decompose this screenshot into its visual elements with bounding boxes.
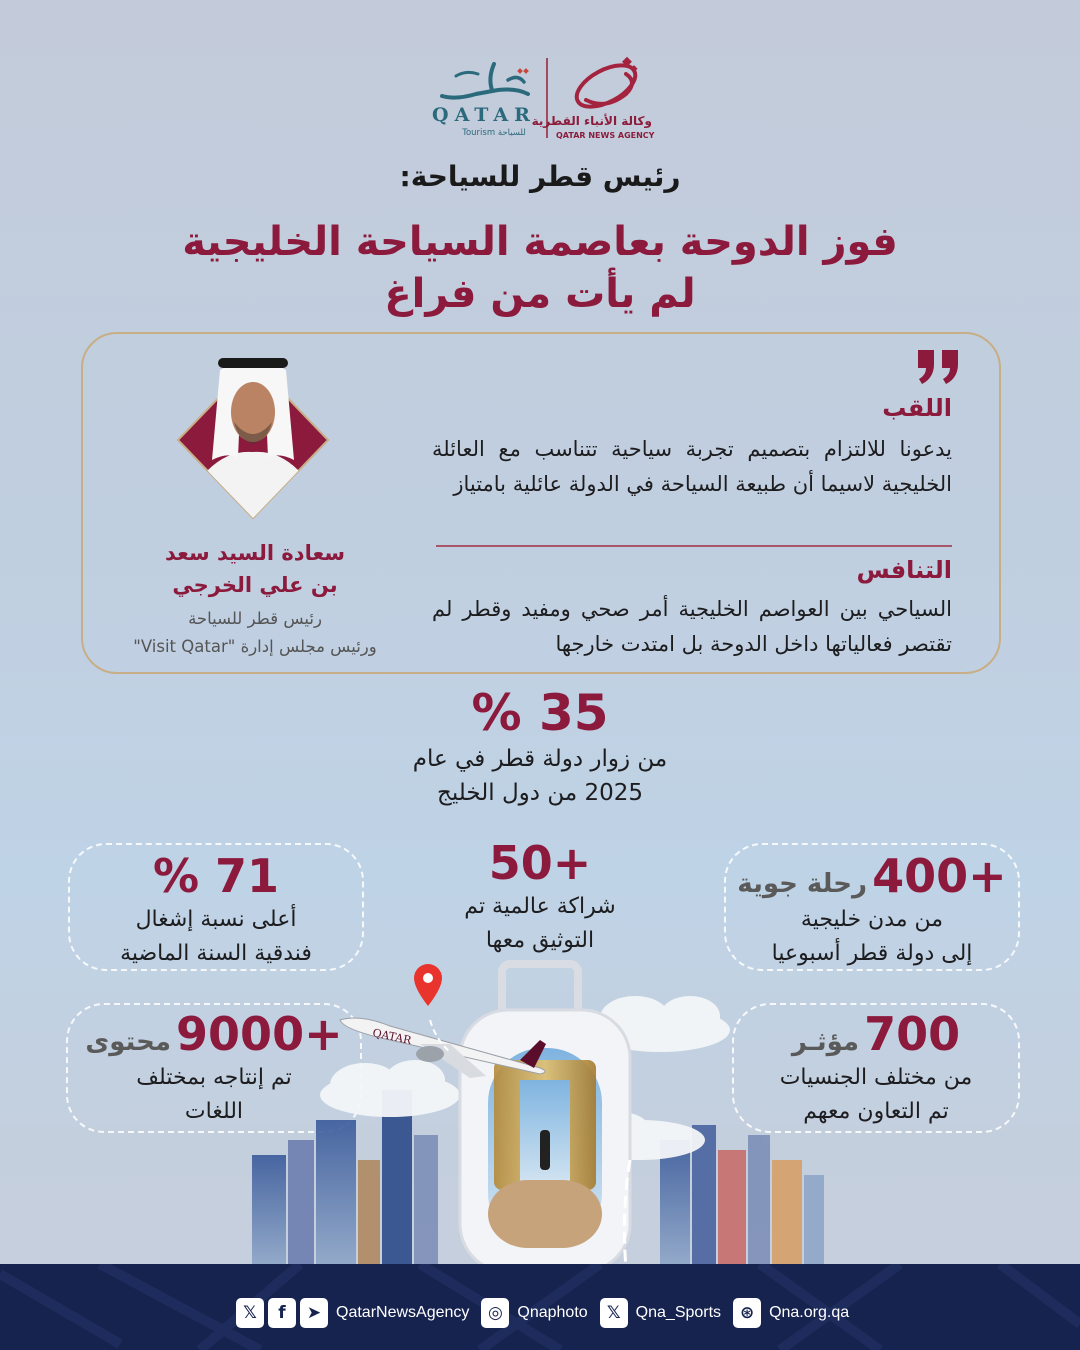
stat-flights-desc-1: من مدن خليجية: [800, 907, 944, 932]
main-stat-desc-line-1: من زوار دولة قطر في عام: [412, 746, 668, 772]
stat-content-unit: محتوى: [85, 1027, 171, 1057]
person-role-line-2: ورئيس مجلس إدارة "Visit Qatar": [133, 637, 377, 656]
social-handle-photo[interactable]: Qnaphoto: [517, 1304, 588, 1321]
qna-orbit-icon: [566, 54, 650, 114]
stat-flights-unit: رحلة جوية: [737, 869, 868, 899]
stat-flights-value: +400: [872, 849, 1007, 903]
stat-content-desc-1: تم إنتاجه بمختلف: [136, 1065, 292, 1090]
stat-influencers-desc-2: تم التعاون معهم: [803, 1099, 949, 1124]
qatar-wordmark: QATAR: [432, 104, 536, 126]
main-stat-desc-line-2: 2025 من دول الخليج: [436, 780, 643, 806]
section-text-title: يدعونا للالتزام بتصميم تجربة سياحية تتناسب مع العائلة الخليجية لاسيما أن طبيعة السياحة في الدولة عائلية بامتياز: [432, 437, 952, 496]
person-name: [100, 537, 410, 601]
qna-name-en: QATAR NEWS AGENCY: [556, 131, 655, 140]
kicker-title: رئيس قطر للسياحة:: [399, 160, 681, 193]
qatar-tourism-logo: [428, 60, 538, 142]
stat-influencers-value: 700: [864, 1007, 961, 1061]
section-divider: [436, 545, 952, 547]
main-stat-desc: [0, 742, 1080, 810]
stat-occupancy-value: 71 %: [152, 849, 280, 903]
stat-flights-desc-2: إلى دولة قطر أسبوعيا: [771, 941, 973, 966]
portrait-avatar: [168, 340, 338, 530]
stat-influencers-unit: مؤثـر: [791, 1027, 860, 1057]
stat-box-occupancy: [68, 843, 364, 971]
stat-influencers-desc-1: من مختلف الجنسيات: [779, 1065, 973, 1090]
stat-partnerships: [400, 836, 680, 958]
headline-line-1: فوز الدوحة بعاصمة السياحة الخليجية: [182, 219, 898, 265]
stat-box-flights: [724, 843, 1020, 971]
travel-illustration: [240, 960, 840, 1290]
tourism-en: Tourism: [462, 128, 496, 138]
qatar-calligraphy-icon: [436, 60, 532, 104]
stat-flights-headline: [726, 849, 1018, 903]
section-label-competition: التنافس: [856, 556, 952, 584]
x-icon[interactable]: 𝕏: [236, 1298, 264, 1328]
main-stat-value: 35 %: [471, 684, 609, 742]
location-pin-icon: [414, 964, 442, 1006]
footer: [0, 1264, 1080, 1350]
section-label-title: اللقب: [882, 394, 952, 422]
headline: [0, 216, 1080, 320]
svg-text:QATAR: QATAR: [371, 1026, 413, 1048]
x-icon[interactable]: 𝕏: [600, 1298, 628, 1328]
social-handle-sports[interactable]: Qna_Sports: [635, 1304, 722, 1321]
facebook-icon[interactable]: f: [268, 1298, 296, 1328]
web-icon[interactable]: ⊛: [733, 1298, 761, 1328]
person-role: [100, 605, 410, 661]
stat-partnerships-desc-1: شراكة عالمية تم: [464, 894, 616, 919]
quote-mark-icon: [914, 346, 964, 386]
stat-partnerships-desc-2: التوثيق معها: [485, 928, 595, 953]
tourism-subtitle: [444, 128, 544, 138]
qna-name-ar: وكالة الأنباء القطرية: [531, 114, 652, 128]
headline-line-2: لم يأت من فراغ: [384, 271, 696, 317]
website-link[interactable]: Qna.org.qa: [769, 1304, 850, 1321]
stat-partnerships-value: +50: [488, 836, 592, 890]
stat-content-desc-2: اللغات: [184, 1099, 244, 1124]
tourism-ar: للسياحة: [497, 128, 526, 138]
person-name-line-2: بن علي الخرجي: [172, 573, 338, 597]
social-links: [236, 1298, 857, 1328]
person-role-line-1: رئيس قطر للسياحة: [188, 609, 322, 628]
logo-bar: [0, 50, 1080, 150]
telegram-icon[interactable]: ➤: [300, 1298, 328, 1328]
section-text-competition: السياحي بين العواصم الخليجية أمر صحي ومفيد وقطر لم تقتصر فعالياتها داخل الدوحة بل امتدت خارجها: [432, 597, 952, 656]
social-handle-main[interactable]: QatarNewsAgency: [336, 1304, 470, 1321]
stat-content-value: +9000: [176, 1007, 343, 1061]
stat-occupancy-desc-2: فندقية السنة الماضية: [120, 941, 312, 966]
qna-logo: [531, 54, 656, 144]
person-name-line-1: سعادة السيد سعد: [165, 541, 345, 565]
stat-occupancy-desc-1: أعلى نسبة إشغال: [135, 907, 297, 932]
instagram-icon[interactable]: ◎: [481, 1298, 509, 1328]
